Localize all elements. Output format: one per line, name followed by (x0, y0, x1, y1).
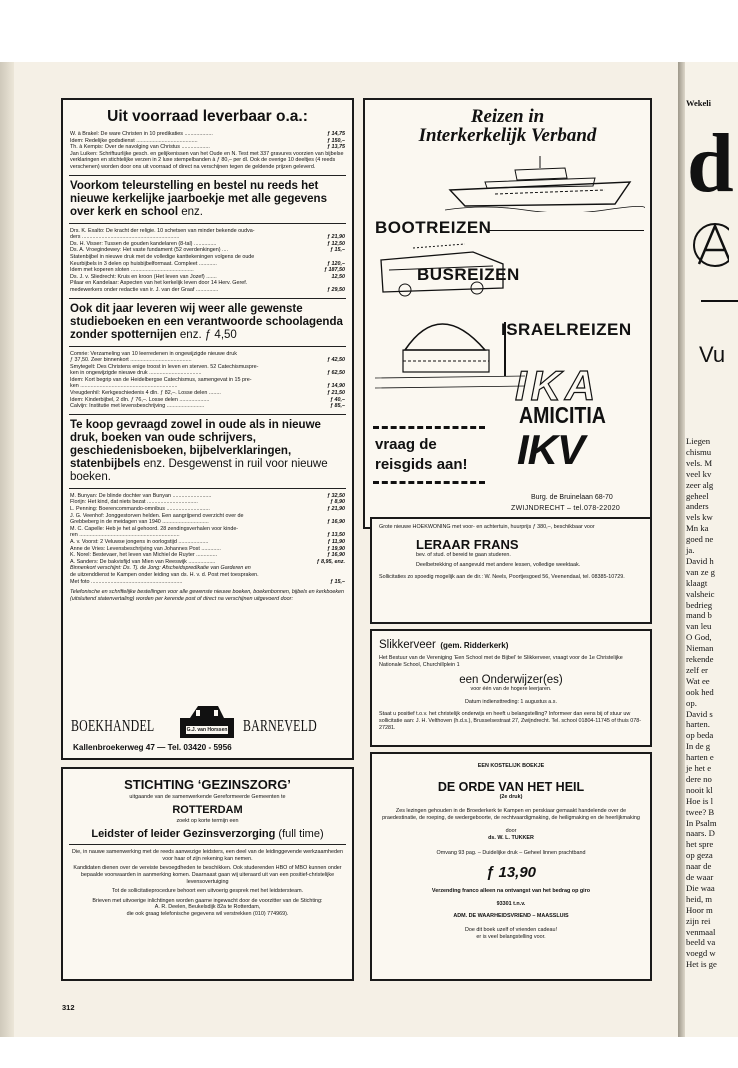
divider (69, 175, 346, 176)
right-body-line: vels. M (686, 457, 713, 468)
gezinszorg-ad (61, 767, 354, 981)
dashed-rule (373, 481, 485, 484)
list-item: Statenbijbel in nieuwe druk met de volledige kanttekeningen volgens de oude (70, 253, 255, 260)
right-big-letter: d (687, 117, 734, 210)
vraag-line-1: vraag de (375, 436, 437, 453)
right-body-line: Nieman (686, 643, 714, 654)
kostelijk-label: EEN KOSTELIJK BOEKJE (477, 763, 545, 769)
hoekwoning-text: Grote nieuwe HOEKWONING met voor- en achtertuin, huurprijs ƒ 380,–, beschikbaar voor (379, 524, 595, 530)
travel-address-2: ZWIJNDRECHT – tel.078-22020 (511, 505, 621, 512)
list-item: ders ................................................................. ƒ 21,90 (70, 234, 345, 241)
ornament-icon (689, 220, 729, 270)
gezinszorg-p2: Kandidaten dienen over de vereiste bevoegdheden te beschikken. Ook studerenden HBO of MBO kunnen onder bepaalde voorwaarden in aanmerking komen. Daarnaast gaan wij uiteraard uit van een positief-christelijke levensovertuiging (73, 865, 342, 885)
jerusalem-illustration (375, 292, 525, 402)
right-body-line: op. (686, 697, 697, 708)
list-item: J. G. Veenhof: Jonggestorven helden. Een aangrijpend overzicht over de (70, 512, 244, 519)
divider (69, 298, 346, 299)
page-edge (0, 62, 14, 1037)
list-item: A. Sanders: De bakvisfijd van Mien van Reeswijk .................. ƒ 8,95, enz. (70, 558, 345, 565)
leraar-ad (370, 517, 652, 624)
voorraad-title: Uit voorraad leverbaar o.a.: (107, 108, 308, 125)
divider (69, 844, 346, 845)
list-item: Th. à Kempis: Over de navolging van Christus ................... ƒ 13,75 (70, 144, 345, 151)
list-item: ken in ongewijzigde nieuwe druk ................................... ƒ 62,50 (70, 370, 345, 377)
divider (69, 414, 346, 415)
right-body-line: van leu (686, 621, 712, 632)
amicitia-label: AMICITIA (519, 402, 606, 428)
shop-right: BARNEVELD (243, 716, 317, 735)
divider (69, 346, 346, 347)
gevraagd-list (70, 493, 345, 585)
gezinszorg-p1: Die, in nauwe samenwerking met de reeds aanwezige leidsters, een deel van de leidinggevende werkzaamheden voor haar of zijn rekening kan nemen. (72, 849, 343, 862)
list-item: Comrie: Verzameling van 10 leerredenen in ongewijzigde nieuwe druk (70, 350, 237, 357)
list-item: Idem: Redelijke godsdienst ......................................... ƒ 150,– (70, 137, 345, 144)
list-item: ren ................................................................... ƒ 13,50 (70, 532, 345, 539)
bus-label: BUSREIZEN (417, 265, 520, 284)
list-item: ken ................................................................. ƒ 14,90 (70, 383, 345, 390)
right-body-line: Wat ee (686, 675, 710, 686)
leraar-deel: Deelbetrekking of aangevuld met andere lessen, volledige weektaak. (416, 562, 581, 569)
orde-door: door (505, 828, 517, 835)
bookshop-ad (61, 98, 354, 760)
list-item: ƒ 37,50. Zeer binnenkort ......................................... ƒ 42,50 (70, 357, 345, 364)
right-body-line: klaagt (686, 577, 708, 588)
vraag-line-2: reisgids aan! (375, 456, 468, 473)
right-body-line: David h (686, 555, 714, 566)
travel-address-1: Burg. de Bruinelaan 68-70 (531, 494, 613, 501)
right-body-line: mand b (686, 610, 712, 621)
list-item: Idem: Kinderbijbel, 2 dln. ƒ 76,–. Losse delen .................... ƒ 40,– (70, 396, 345, 403)
right-body-line: ook hed (686, 686, 714, 697)
right-body-line: beeld va (686, 937, 716, 948)
right-body-line: venmaal (686, 926, 716, 937)
studie-list (70, 351, 345, 410)
onderwijzer-datum: Datum indiensttreding: 1 augustus a.s. (465, 698, 557, 705)
orde-zes: Zes lezingen gehouden in de Broederkerk te Kampen en perskiaar gemaakt handelende over de praedestinatie, de roeping, de wedergeboorte, de rechtvaardigmaking, de heiligmaking en de heerlijkmaking (382, 808, 640, 821)
right-body-line: Hoor m (686, 904, 713, 915)
right-body-line: twee? B (686, 806, 715, 817)
orde-doe-2: er is veel belangstelling voor. (476, 933, 546, 940)
list-item: M. C. Capelle: Heb je het al gehoord. 28 zendingsverhalen voor kinde- (70, 525, 239, 532)
leraar-title: LERAAR FRANS (416, 536, 519, 552)
right-header: Wekeli (686, 98, 712, 108)
right-body-line: je het e (686, 763, 712, 773)
orde-heil-ad (370, 752, 652, 981)
right-body-line: harten e (686, 752, 714, 763)
right-heading: Vu (699, 342, 726, 367)
boot-rule (489, 230, 644, 231)
shop-address: Kallenbroekerweg 47 — Tel. 03420 - 5956 (73, 743, 232, 752)
right-rule (701, 300, 738, 302)
list-item: Binnenkort verschijnt: Ds. Tj. de Jong: Afscheidspredikatie van Garderen en (70, 565, 251, 572)
slik-text: Het Bestuur van de Vereniging ‘Een School met de Bijbel’ te Slikkerveer, vraagt voor de 1e Christelijke Nationale School, Churchillplein 1 (379, 655, 623, 668)
gezinszorg-p6: die ook graag telefonische gegevens wil verstrekken (010) 774969). (126, 910, 289, 917)
right-body-line: op geza (686, 850, 713, 861)
ika-logo: IKA (515, 362, 600, 409)
slikkerveer-ad (370, 629, 652, 747)
right-body-line: vels kw (686, 512, 713, 523)
travel-ad (363, 98, 652, 529)
leraar-bev: bev. of stud. of bereid te gaan studeren. (416, 551, 511, 558)
right-body-line: rekende (686, 654, 714, 664)
right-page (685, 62, 738, 1037)
boot-label: BOOTREIZEN (375, 218, 492, 237)
gezinszorg-city: ROTTERDAM (172, 803, 243, 816)
orde-verz: Verzending franco alleen na ontvangst van het bedrag op giro (431, 888, 591, 895)
orde-adm: ADM. DE WAARHEIDSVRIEND – MAASSLUIS (453, 913, 569, 920)
list-item: Grebbeberg in de meidagen van 1940 ............................... ƒ 16,90 (70, 519, 345, 526)
right-body-line: David s (686, 708, 713, 719)
right-body-line: valsheic (686, 588, 715, 599)
gezinszorg-p4: Brieven met uitvoerige inlichtingen worden gaarne ingewacht door de voorzitter van de Stichting: (92, 897, 323, 904)
list-item: Florijn: Het kind, dat niets bezat .................................. ƒ 8,90 (70, 499, 345, 506)
onderwijzer-voor: voor één van de hogere leerjaren. (470, 686, 552, 693)
right-body-line: dere no (686, 773, 712, 784)
travel-title-2: Interkerkelijk Verband (418, 125, 597, 146)
list-item: Met foto ............................................................. ƒ 15,– (70, 578, 345, 585)
orde-giro: 93301 t.n.v. (496, 900, 526, 907)
right-body-line: goed ne (686, 534, 714, 545)
list-item: M. Bunyan: De blinde dochter van Bunyan .......................... ƒ 32,50 (70, 492, 345, 499)
telefonisch-note: Telefonische en schriftelijke bestellingen voor alle gewenste nieuwe boeken, boekenbonnen, bijbels en kerkboeken (uitsluitend statenvertaling) worden per kerende post of direct na verschijnen uitgevoerd door: (70, 589, 345, 602)
list-item: Ds. H. Visser: Tussen de gouden kandelaren (8-tal) ............... ƒ 12,50 (70, 240, 345, 247)
divider (69, 223, 346, 224)
list-item: Ds. J. v. Sliedrecht: Kruis en kroon (Het leven van Jozef) ....... 12,50 (70, 273, 345, 280)
list-item: K. Norel: Bestevaer, het leven van Michiel de Ruyter .............. ƒ 16,90 (70, 552, 345, 559)
orde-druk: (2e druk) (499, 793, 523, 800)
orde-author: ds. W. L. TUKKER (488, 834, 534, 841)
leraar-soll: Sollicitaties zo spoedig mogelijk aan de dir.: W. Neels, Poortjesgoed 56, Veenendaal, tel. 08385-10729. (379, 573, 625, 580)
gezinszorg-subtitle: uitgaande van de samenwerkende Gereformeerde Gemeenten te (129, 794, 286, 800)
list-item: Anne de Vries: Levensbeschrijving van Johannes Post ............. ƒ 19,90 (70, 545, 345, 552)
right-body-line: In de g (686, 741, 711, 752)
list-item: Pilaar en Kandelaar: Aspecten van het kerkelijk leven door 14 Herv. Geref. (70, 280, 248, 287)
list-item: Idem met koperen sloten .......................................... ƒ 187,50 (70, 267, 345, 274)
right-body-line: chismu (686, 446, 712, 457)
israel-label: ISRAELREIZEN (501, 320, 632, 339)
list-item: medewerkers onder redactie van ir. J. van der Graaf ............... ƒ 29,50 (70, 286, 345, 293)
list-item: A. v. Voorst: 2 Veluwse jongens in oorlogstijd .................... ƒ 11,90 (70, 539, 345, 545)
book-gutter (678, 62, 685, 1037)
jaarboek-list (70, 228, 345, 294)
right-body-line: Liegen (686, 436, 711, 446)
right-body-line: harten. (686, 719, 710, 730)
shop-sign: G.J. van Horssen (186, 727, 228, 733)
list-item: Ds. A. Vroegindewey: Het vaste fundament (52 overdenkingen) .... ƒ 15,– (70, 247, 345, 254)
slik-title: Slikkerveer (gem. Ridderkerk) (379, 639, 509, 651)
list-item: W. à Brakel: De ware Christen in 10 predikaties ................... ƒ 14,75 (70, 131, 345, 137)
shop-left: BOEKHANDEL (71, 716, 155, 735)
page-number: 312 (62, 1003, 75, 1012)
divider (69, 488, 346, 489)
travel-title-1: Reizen in (470, 106, 545, 127)
right-body-line: Die waa (686, 882, 715, 893)
right-body-line: zijn rei (686, 915, 711, 926)
right-body-line: voegd w (686, 948, 716, 959)
right-body-line: Het is ge (686, 959, 717, 970)
list-item: Keurbijbels in 3 delen op huisbijbelformaat. Compleet ............ ƒ 120,– (70, 260, 345, 267)
right-body-line: zeer alg (686, 479, 714, 490)
right-body-line: naars. D (686, 828, 715, 839)
right-body-line: heid, m (686, 893, 713, 904)
gezinszorg-zoekt: zoekt op korte termijn een (176, 817, 239, 824)
right-body-line: geheel (686, 490, 709, 501)
right-body-line: O God, (686, 632, 712, 643)
right-body-line: Hoe is l (686, 795, 714, 806)
list-item: Idem: Kort begrip van de Heidelbergse Catechismus, samengevat in 15 pre- (70, 376, 252, 383)
right-body-line: nooit kl (686, 784, 713, 795)
right-body-line: van ze g (686, 566, 715, 577)
gevraagd-heading: Te koop gevraagd zowel in oude als in nieuwe druk, boeken van oude schrijvers, geschiedenisboeken, bijbelverklaringen, statenbijbels enz. Desgewenst in ruil voor nieuwe boeken. (70, 418, 328, 483)
right-body-line: veel kv (686, 468, 712, 479)
orde-doe-1: Doe dit boek uzelf of vrienden cadeau! (464, 926, 557, 933)
gezinszorg-role: Leidster of leider Gezinsverzorging (full time) (91, 828, 324, 841)
right-body-line: de waar (686, 872, 714, 882)
ship-illustration (445, 152, 645, 212)
dashed-rule (373, 426, 485, 429)
jaarboek-heading: Voorkom teleurstelling en bestel nu reeds het nieuwe kerkelijke jaarboekje met alle gegevens over kerk en school enz. (70, 179, 327, 218)
luiken-text: Jan Luiken: Schriftuurlijke gesch. en gelijkenissen van het Oude en N. Test met 337 gravures voorzien van bijbelse verklaringen en stichtelijke verzen in 2 luxe stempelbanden à ƒ 80,– per dl. Ook de overige 10 deeltjes (4 reeds verschenen) worden door ons uit voorraad of direct na verschijnen tegen de geldende prijzen geleverd. (70, 150, 344, 170)
list-item: Calvijn: Institutie met levensbeschrijving ......................... ƒ 85,– (70, 403, 345, 410)
right-body-line: naar de (686, 861, 712, 872)
studie-heading: Ook dit jaar leveren wij weer alle gewenste studieboeken en een verantwoorde schoolagenda zonder spotternijen enz. ƒ 4,50 (70, 302, 343, 341)
list-item: Vreugdenhil: Kerkgeschiedenis 4 dln. ƒ 82,–. Losse delen ........ ƒ 21,50 (70, 390, 345, 397)
list-item: L. Penning: Boerencommando-omnibus ............................. ƒ 21,90 (70, 506, 345, 513)
ikv-logo: IKV (517, 426, 585, 473)
gezinszorg-title: STICHTING ‘GEZINSZORG’ (124, 777, 291, 792)
orde-price: ƒ 13,90 (485, 864, 537, 882)
right-body-line: op beda (686, 730, 714, 741)
onderwijzer-staat: Staat u positief t.o.v. het christelijk onderwijs en heeft u belangstelling? Informeer dan eens bij of stuur uw sollicitatie aan: J. H. Velthoven (h.d.s.), Brusselsestraat 27, Zwijndrecht. Tel. school 01804-11745 of thuis 078-27281. (379, 711, 641, 731)
right-body-line: anders (686, 501, 709, 512)
orde-omvang: Omvang 93 pag. – Duidelijke druk – Geheel linnen prachtband (436, 849, 586, 856)
list-item: Drs. K. Exalto: De kracht der religie. 10 schetsen van minder bekende oudva- (70, 227, 255, 234)
right-body-line: het spre (686, 839, 714, 850)
list-item: Smytegelt: Des Christens enige troost in leven en sterven. 52 Catechismuspre- (70, 363, 259, 370)
onderwijzer-title: een Onderwijzer(es) (459, 674, 563, 687)
right-body-line: zelf er (686, 664, 708, 675)
shop-building-icon (174, 704, 240, 740)
right-body-line: ja. (686, 545, 695, 555)
orde-title: DE ORDE VAN HET HEIL (437, 779, 585, 794)
shop-banner (71, 704, 344, 740)
right-body-line: Mn ka (686, 523, 709, 534)
voorraad-list (70, 131, 345, 151)
right-body-line: In Psalm (686, 817, 717, 828)
gezinszorg-p3: Tot de sollicitatieprocedure behoort een uitvoerig gesprek met het leidstersteam. (111, 888, 304, 895)
gezinszorg-p5: A. R. Deelen, Beukelsdijk 82a te Rotterdam, (154, 904, 261, 911)
list-item: de uitzenddienst te Kampen onder leiding van ds. H. v. d. Post met toespraken. (70, 571, 259, 578)
right-body-line: bedrieg (686, 599, 713, 610)
